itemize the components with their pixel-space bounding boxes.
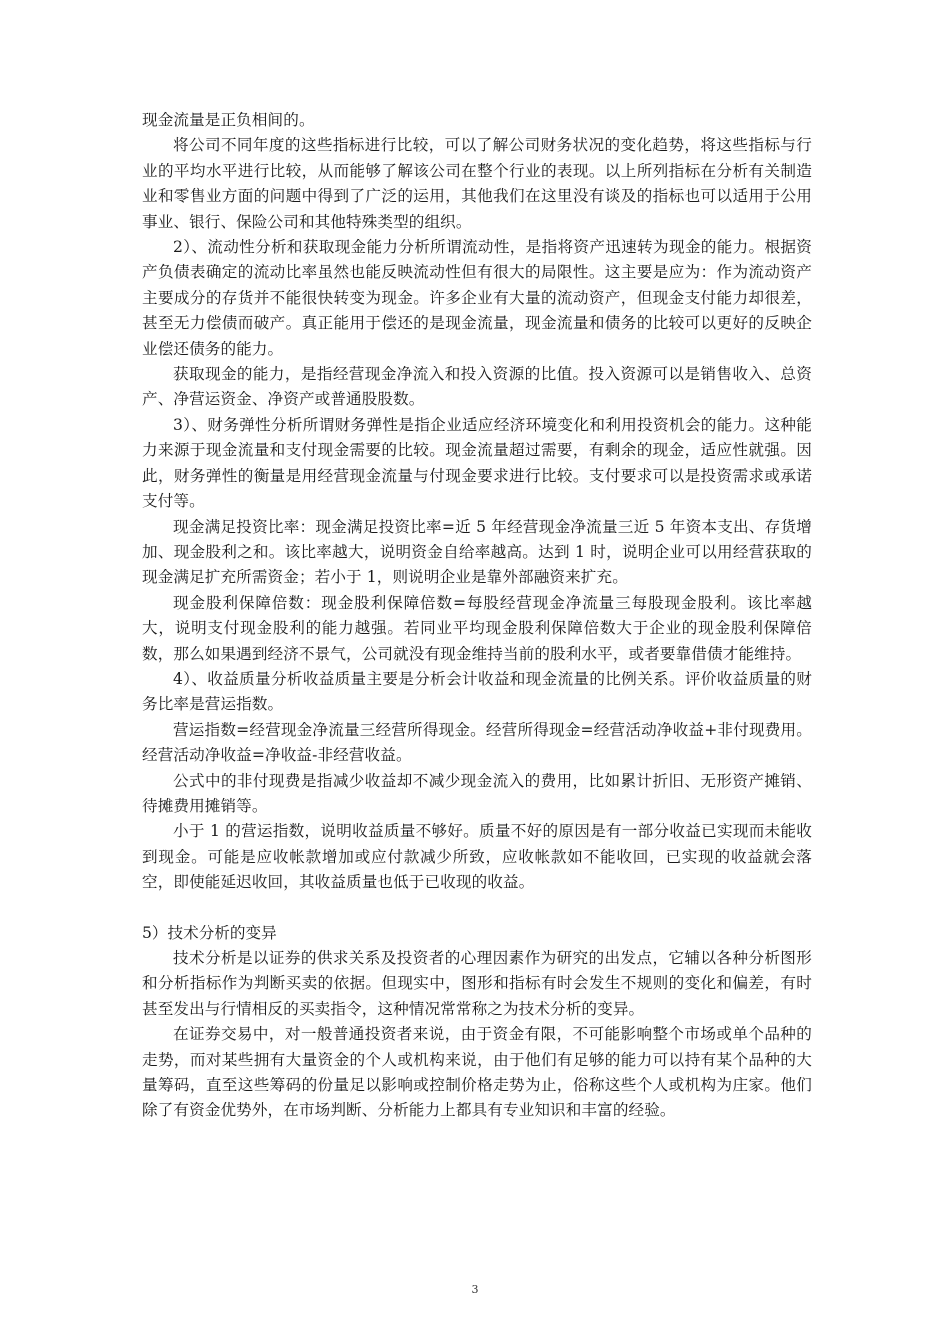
paragraph-operating-index: 营运指数=经营现金净流量三经营所得现金。经营所得现金=经营活动净收益+非付现费用。经营活动净收益=净收益-非经营收益。 — [142, 720, 812, 765]
paragraph-earnings-quality: 4）、收益质量分析收益质量主要是分析会计收益和现金流量的比例关系。评价收益质量的财务比率是营运指数。 — [142, 669, 812, 714]
section-heading: 5）技术分析的变异 — [142, 923, 277, 942]
page-number: 3 — [471, 1283, 479, 1296]
paragraph-liquidity-analysis: 2）、流动性分析和获取现金能力分析所谓流动性，是指将资产迅速转为现金的能力。根据资产负债表确定的流动比率虽然也能反映流动性但有很大的局限性。这主要是应为：作为流动资产主要成分的存货并不能很快转变为现金。许多企业有大量的流动资产，但现金支付能力却很差，甚至无力偿债而破产。真正能用于偿还的是现金流量，现金流量和债务的比较可以更好的反映企业偿还债务的能力。 — [142, 238, 812, 358]
paragraph-technical-analysis: 技术分析是以证券的供求关系及投资者的心理因素作为研究的出发点，它辅以各种分析图形和分析指标作为判断买卖的依据。但现实中，图形和指标有时会发生不规则的变化和偏差，有时甚至发出与行情相反的买卖指令，这种情况常常称之为技术分析的变异。 — [142, 949, 812, 1018]
paragraph-market-makers: 在证券交易中，对一般普通投资者来说，由于资金有限，不可能影响整个市场或单个品种的走势，而对某些拥有大量资金的个人或机构来说，由于他们有足够的能力可以持有某个品种的大量筹码，直至这些筹码的份量足以影响或控制价格走势为止，俗称这些个人或机构为庄家。他们除了有资金优势外，在市场判断、分析能力上都具有专业知识和丰富的经验。 — [142, 1025, 812, 1120]
paragraph-indicator-comparison: 将公司不同年度的这些指标进行比较，可以了解公司财务状况的变化趋势，将这些指标与行业的平均水平进行比较，从而能够了解该公司在整个行业的表现。以上所列指标在分析有关制造业和零售业方面的问题中得到了广泛的运用，其他我们在这里没有谈及的指标也可以适用于公用事业、银行、保险公司和其他特殊类型的组织。 — [142, 136, 812, 231]
document-body — [142, 108, 812, 1124]
paragraph-cash-investment-ratio: 现金满足投资比率：现金满足投资比率=近 5 年经营现金净流量三近 5 年资本支出、存货增加、现金股利之和。该比率越大，说明资金自给率越高。达到 1 时，说明企业可以用经营获取的现金满足扩充所需资金；若小于 1，则说明企业是靠外部融资来扩充。 — [142, 517, 812, 587]
paragraph-non-cash-expense: 公式中的非付现费是指减少收益却不减少现金流入的费用，比如累计折旧、无形资产摊销、待摊费用摊销等。 — [142, 771, 812, 815]
paragraph-dividend-coverage: 现金股利保障倍数：现金股利保障倍数=每股经营现金净流量三每股现金股利。该比率越大，说明支付现金股利的能力越强。若同业平均现金股利保障倍数大于企业的现金股利保障倍数，那么如果遇到经济不景气，公司就没有现金维持当前的股利水平，或者要靠借债才能维持。 — [142, 593, 812, 663]
paragraph-continuation: 现金流量是正负相间的。 — [142, 111, 315, 129]
paragraph-financial-flexibility: 3）、财务弹性分析所谓财务弹性是指企业适应经济环境变化和利用投资机会的能力。这种能力来源于现金流量和支付现金需要的比较。现金流量超过需要，有剩余的现金，适应性就强。因此，财务弹性的衡量是用经营现金流量与付现金要求进行比较。支付要求可以是投资需求或承诺支付等。 — [142, 415, 812, 511]
paragraph-cash-ability: 获取现金的能力，是指经营现金净流入和投入资源的比值。投入资源可以是销售收入、总资产、净营运资金、净资产或普通股股数。 — [142, 365, 812, 409]
paragraph-low-operating-index: 小于 1 的营运指数，说明收益质量不够好。质量不好的原因是有一部分收益已实现而未能收到现金。可能是应收帐款增加或应付款减少所致，应收帐款如不能收回，已实现的收益就会落空，即使能延迟收回，其收益质量也低于已收现的收益。 — [142, 822, 812, 892]
